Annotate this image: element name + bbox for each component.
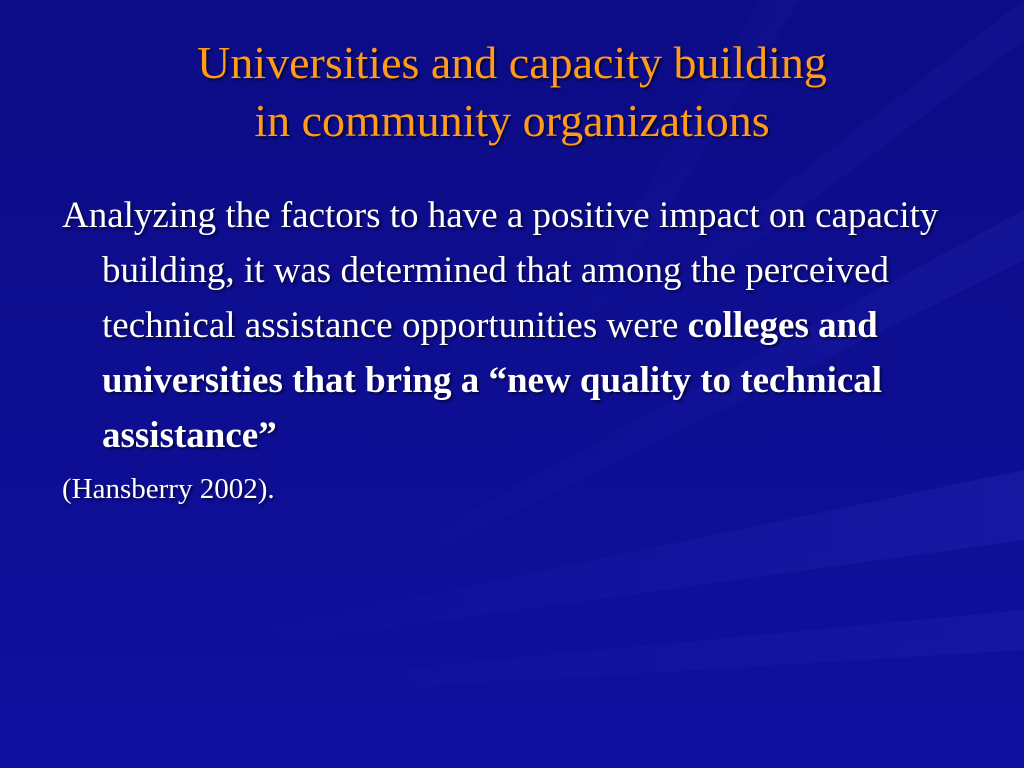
slide-title	[40, 34, 984, 150]
body-text-plain: Analyzing the factors to have a positive impact on capacity building, it was determined that among the perceived technical assistance opportunities were	[62, 195, 939, 346]
slide-body	[62, 188, 982, 509]
citation: (Hansberry 2002).	[62, 473, 275, 505]
body-paragraph	[62, 188, 982, 463]
body-text-bold: colleges and universities that bring a “new quality to technical assistance”	[102, 305, 883, 456]
title-line-1: Universities and capacity building	[197, 37, 827, 88]
title-line-2: in community organizations	[254, 95, 770, 146]
